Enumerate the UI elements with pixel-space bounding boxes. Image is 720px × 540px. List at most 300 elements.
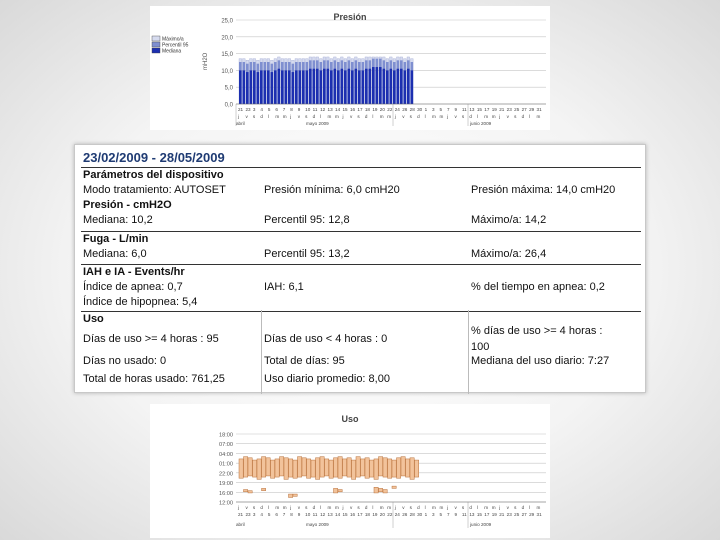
x-weekday-label: m (536, 114, 541, 119)
median-bar (376, 67, 379, 104)
x-weekday-label: j (446, 114, 449, 119)
x-day-label: 9 (454, 512, 458, 517)
y-tick-label: 25,0 (221, 18, 233, 25)
usage-bar (280, 457, 284, 476)
x-weekday-label: d (364, 114, 368, 119)
x-weekday-label: l (267, 505, 269, 510)
x-weekday-label: j (394, 505, 396, 510)
x-day-label: 13 (327, 512, 333, 517)
uso-chart-panel (150, 404, 550, 538)
x-day-label: 5 (439, 512, 443, 517)
usage-bar (293, 460, 297, 478)
usage-bar (388, 459, 392, 478)
dias-no-usado: Días no usado: 0 (83, 355, 167, 367)
x-day-label: 20 (379, 512, 385, 517)
fuga-mediana: Mediana: 6,0 (83, 248, 147, 260)
x-day-label: 20 (379, 107, 385, 112)
x-weekday-label: d (469, 505, 472, 510)
usage-bar (275, 459, 279, 477)
x-weekday-label: j (290, 114, 292, 119)
x-day-label: 17 (484, 512, 490, 517)
x-weekday-label: s (252, 114, 256, 119)
x-weekday-label: m (484, 114, 489, 119)
x-weekday-label: l (476, 505, 478, 510)
x-weekday-label: j (499, 114, 501, 119)
x-day-label: 23 (245, 512, 251, 517)
median-bar (372, 67, 375, 104)
legend-swatch (152, 42, 160, 47)
uso-chart-title: Uso (341, 414, 359, 424)
median-bar (246, 72, 249, 104)
x-weekday-label: s (461, 114, 465, 119)
median-bar (411, 70, 414, 104)
median-bar (239, 70, 242, 104)
date-range: 23/02/2009 - 28/05/2009 (83, 150, 225, 165)
x-day-label: 10 (305, 107, 311, 112)
x-day-label: 28 (409, 512, 415, 517)
x-day-label: 21 (499, 107, 505, 112)
x-day-label: 5 (439, 107, 443, 112)
x-day-label: 21 (238, 512, 244, 517)
median-bar (267, 70, 270, 104)
y-tick-label: 0,0 (224, 102, 233, 109)
indice-apnea: Índice de apnea: 0,7 (83, 281, 183, 293)
x-day-label: 23 (506, 107, 512, 112)
x-weekday-label: s (305, 505, 308, 510)
presion-chart-panel (150, 6, 550, 130)
iah-section-title: IAH e IA - Events/hr (83, 266, 185, 278)
x-day-label: 29 (529, 107, 535, 112)
median-bar (323, 69, 326, 104)
x-day-label: 14 (335, 512, 341, 517)
x-weekday-label: v (245, 505, 248, 510)
median-bar (320, 70, 323, 104)
x-weekday-label: d (312, 505, 316, 510)
usage-bar (271, 460, 275, 478)
y-tick-label: 10,0 (221, 68, 233, 75)
x-weekday-label: m (387, 114, 392, 119)
median-bar (295, 70, 298, 104)
presion-p95: Percentil 95: 12,8 (264, 214, 350, 226)
x-weekday-label: v (454, 114, 457, 119)
fuga-section-title: Fuga - L/min (83, 233, 149, 245)
usage-bar (302, 458, 306, 476)
median-bar (257, 72, 260, 104)
usage-bar (248, 458, 252, 476)
usage-bar (329, 460, 333, 478)
x-weekday-label: m (379, 505, 384, 510)
usage-bar (325, 459, 329, 476)
usage-bar (266, 458, 270, 476)
usage-bar (397, 458, 401, 478)
x-month-label: mayo 2009 (306, 522, 329, 527)
presion-mediana: Mediana: 10,2 (83, 214, 153, 226)
median-bar (264, 70, 267, 104)
x-weekday-label: m (327, 114, 332, 119)
x-weekday-label: v (297, 505, 301, 510)
usage-bar (370, 460, 374, 477)
x-day-label: 31 (536, 512, 542, 517)
x-day-label: 9 (454, 107, 458, 112)
total-dias: Total de días: 95 (264, 355, 345, 367)
x-day-label: 15 (342, 107, 348, 112)
x-month-label: junio 2009 (470, 121, 492, 126)
usage-bar (383, 458, 387, 477)
x-weekday-label: d (469, 114, 472, 119)
median-bar (334, 69, 337, 104)
total-horas-usado: Total de horas usado: 761,25 (83, 373, 225, 385)
x-weekday-label: m (439, 505, 444, 510)
usage-bar (239, 459, 243, 478)
usage-bar (343, 459, 347, 476)
presion-chart (150, 6, 550, 130)
usage-bar (298, 457, 302, 477)
x-day-label: 18 (364, 512, 371, 517)
x-weekday-label: m (536, 505, 541, 510)
usage-bar (334, 458, 338, 477)
usage-bar (410, 458, 414, 480)
x-day-label: 13 (469, 512, 475, 517)
x-day-label: 4 (260, 107, 263, 112)
median-bar (365, 69, 368, 104)
usage-bar (392, 460, 396, 477)
x-weekday-label: v (297, 114, 301, 119)
x-weekday-label: m (439, 114, 444, 119)
x-weekday-label: m (327, 505, 332, 510)
fuga-p95: Percentil 95: 13,2 (264, 248, 350, 260)
x-weekday-label: l (267, 114, 269, 119)
x-weekday-label: s (461, 505, 465, 510)
x-weekday-label: s (514, 114, 517, 119)
usage-nap-bar (374, 487, 378, 493)
median-bar (327, 69, 330, 104)
x-weekday-label: d (417, 114, 420, 119)
x-day-label: 6 (275, 512, 278, 517)
x-weekday-label: m (275, 114, 280, 119)
x-day-label: 11 (461, 512, 467, 517)
usage-bar (244, 457, 248, 477)
modo-tratamiento: Modo tratamiento: AUTOSET (83, 184, 226, 196)
x-day-label: 14 (335, 107, 341, 112)
x-day-label: 22 (387, 107, 393, 112)
x-day-label: 8 (290, 107, 293, 112)
x-day-label: 7 (282, 512, 286, 517)
x-day-label: 27 (521, 512, 527, 517)
column-divider (261, 310, 262, 394)
median-bar (278, 69, 281, 104)
x-day-label: 12 (320, 107, 326, 112)
x-weekday-label: d (521, 114, 525, 119)
median-bar (393, 70, 396, 104)
usage-bar (257, 459, 261, 479)
median-bar (355, 69, 358, 104)
iah-value: IAH: 6,1 (264, 281, 304, 293)
median-bar (313, 69, 316, 104)
presion-max: Máximo/a: 14,2 (471, 214, 547, 226)
usage-bar (374, 459, 378, 479)
summary-table (74, 144, 646, 393)
x-day-label: 3 (432, 512, 435, 517)
x-weekday-label: m (387, 505, 392, 510)
uso-chart (150, 404, 550, 538)
x-day-label: 3 (432, 107, 435, 112)
uso-diario-promedio: Uso diario promedio: 8,00 (264, 373, 390, 385)
usage-bar (284, 458, 288, 480)
x-day-label: 26 (402, 512, 408, 517)
x-day-label: 13 (469, 107, 475, 112)
usage-nap-bar (379, 488, 383, 491)
x-weekday-label: m (484, 505, 489, 510)
pct-dias-uso-value: 100 (471, 341, 490, 353)
median-bar (397, 69, 400, 104)
x-day-label: 15 (476, 107, 482, 112)
x-day-label: 11 (461, 107, 467, 112)
x-day-label: 9 (297, 107, 301, 112)
usage-nap-bar (244, 490, 248, 492)
x-day-label: 19 (491, 512, 497, 517)
x-day-label: 19 (372, 107, 378, 112)
y-tick-label: 18:00 (219, 432, 233, 439)
x-day-label: 11 (312, 107, 318, 112)
x-day-label: 19 (491, 107, 497, 112)
indice-hipopnea: Índice de hipopnea: 5,4 (83, 296, 198, 308)
median-bar (288, 70, 291, 104)
usage-bar (253, 460, 257, 477)
median-bar (337, 70, 340, 104)
x-day-label: 16 (349, 107, 356, 112)
usage-nap-bar (392, 486, 396, 488)
x-weekday-label: j (238, 114, 240, 119)
x-day-label: 25 (514, 512, 520, 517)
median-bar (250, 70, 253, 104)
usage-bar (401, 457, 405, 476)
x-day-label: 30 (417, 512, 423, 517)
usage-bar (365, 458, 369, 478)
median-bar (243, 70, 246, 104)
median-bar (253, 70, 256, 104)
x-day-label: 11 (312, 512, 318, 517)
x-day-label: 17 (484, 107, 490, 112)
usage-bar (379, 457, 383, 476)
median-bar (383, 69, 386, 104)
median-bar (341, 69, 344, 104)
y-tick-label: 01:00 (219, 461, 233, 468)
x-weekday-label: l (529, 114, 531, 119)
median-bar (351, 70, 354, 104)
x-weekday-label: v (402, 114, 405, 119)
median-bar (407, 69, 410, 104)
y-tick-label: 04:00 (219, 451, 233, 458)
x-weekday-label: v (349, 114, 353, 119)
x-weekday-label: v (349, 505, 353, 510)
x-weekday-label: l (476, 114, 478, 119)
x-weekday-label: m (432, 505, 436, 510)
x-day-label: 3 (252, 107, 256, 112)
y-tick-label: 16:00 (219, 490, 233, 497)
uso-row-2 (81, 353, 641, 370)
column-divider (468, 310, 469, 394)
usage-bar (338, 457, 342, 479)
y-tick-label: 07:00 (219, 442, 233, 449)
median-bar (390, 69, 393, 104)
x-day-label: 26 (402, 107, 408, 112)
median-bar (306, 70, 309, 104)
x-weekday-label: d (260, 505, 263, 510)
x-day-label: 30 (417, 107, 423, 112)
x-month-label: mayo 2009 (306, 121, 329, 126)
x-weekday-label: j (342, 505, 344, 510)
x-day-label: 9 (297, 512, 301, 517)
x-weekday-label: m (491, 505, 496, 510)
legend-label: Percentil 95 (162, 42, 189, 49)
median-bar (369, 69, 372, 104)
x-weekday-label: m (432, 114, 436, 119)
legend-swatch (152, 36, 160, 41)
x-weekday-label: s (305, 114, 308, 119)
x-day-label: 13 (327, 107, 333, 112)
x-weekday-label: j (290, 505, 292, 510)
y-tick-label: 15,0 (221, 52, 233, 59)
x-day-label: 15 (342, 512, 348, 517)
y-tick-label: 20,0 (221, 35, 233, 42)
x-weekday-label: j (238, 505, 240, 510)
x-weekday-label: d (260, 114, 263, 119)
median-bar (348, 69, 351, 104)
median-bar (358, 70, 361, 104)
x-day-label: 7 (446, 512, 450, 517)
x-month-label: abril (236, 522, 245, 527)
median-bar (362, 70, 365, 104)
x-weekday-label: m (275, 505, 280, 510)
x-weekday-label: s (252, 505, 256, 510)
x-month-label: abril (236, 121, 245, 126)
x-weekday-label: s (514, 505, 517, 510)
fuga-row (81, 246, 641, 263)
x-day-label: 1 (424, 107, 428, 112)
usage-bar (352, 460, 356, 479)
x-weekday-label: v (402, 505, 405, 510)
x-weekday-label: m (379, 114, 384, 119)
x-day-label: 10 (305, 512, 311, 517)
x-weekday-label: l (372, 114, 374, 119)
x-weekday-label: l (372, 505, 374, 510)
x-day-label: 6 (275, 107, 278, 112)
x-day-label: 7 (446, 107, 450, 112)
x-day-label: 5 (267, 107, 271, 112)
legend-label: Mediana (162, 48, 182, 55)
x-weekday-label: m (335, 114, 339, 119)
x-weekday-label: s (409, 114, 412, 119)
x-weekday-label: v (506, 505, 509, 510)
usage-nap-bar (293, 494, 297, 496)
median-bar (292, 72, 295, 104)
median-bar (344, 70, 347, 104)
mediana-uso-diario: Mediana del uso diario: 7:27 (471, 355, 610, 367)
x-weekday-label: v (454, 505, 457, 510)
x-weekday-label: l (320, 505, 322, 510)
x-day-label: 19 (372, 512, 378, 517)
usage-nap-bar (334, 488, 338, 493)
x-weekday-label: j (499, 505, 501, 510)
x-day-label: 23 (506, 512, 512, 517)
median-bar (302, 70, 305, 104)
pct-dias-uso: % días de uso >= 4 horas : (471, 325, 603, 337)
x-weekday-label: d (312, 114, 316, 119)
median-bar (271, 72, 274, 104)
x-weekday-label: v (506, 114, 509, 119)
median-bar (260, 70, 263, 104)
usage-bar (320, 457, 324, 477)
x-weekday-label: v (245, 114, 248, 119)
x-day-label: 22 (387, 512, 393, 517)
x-day-label: 17 (357, 107, 363, 112)
x-weekday-label: m (491, 114, 496, 119)
x-day-label: 7 (282, 107, 286, 112)
x-weekday-label: m (282, 505, 287, 510)
x-day-label: 4 (260, 512, 263, 517)
usage-bar (316, 458, 320, 480)
presion-row (81, 212, 641, 229)
usage-bar (347, 458, 351, 477)
usage-nap-bar (248, 491, 252, 493)
y-tick-label: 19:00 (219, 481, 233, 488)
x-day-label: 15 (476, 512, 482, 517)
x-day-label: 21 (238, 107, 244, 112)
presion-chart-title: Presión (333, 12, 367, 22)
usage-bar (356, 457, 360, 477)
x-day-label: 21 (499, 512, 505, 517)
legend-swatch (152, 48, 160, 53)
y-tick-label: 12:00 (219, 500, 233, 507)
x-weekday-label: j (342, 114, 344, 119)
median-bar (285, 70, 288, 104)
usage-bar (307, 459, 311, 478)
x-weekday-label: s (357, 505, 360, 510)
usage-bar (311, 460, 315, 477)
x-day-label: 23 (245, 107, 251, 112)
hipopnea-row (81, 294, 641, 311)
x-day-label: 5 (267, 512, 271, 517)
median-bar (330, 70, 333, 104)
dias-uso-mas-4: Días de uso >= 4 horas : 95 (83, 333, 219, 345)
x-month-label: junio 2009 (470, 522, 492, 527)
params-title: Parámetros del dispositivo (83, 169, 224, 181)
x-day-label: 25 (514, 107, 520, 112)
fuga-max: Máximo/a: 26,4 (471, 248, 547, 260)
x-day-label: 16 (349, 512, 356, 517)
uso-row-3 (81, 371, 641, 388)
median-bar (309, 69, 312, 104)
pct-tiempo-apnea: % del tiempo en apnea: 0,2 (471, 281, 605, 293)
x-day-label: 28 (409, 107, 415, 112)
median-bar (299, 70, 302, 104)
x-day-label: 31 (536, 107, 542, 112)
usage-bar (262, 457, 266, 477)
usage-nap-bar (262, 488, 266, 490)
y-tick-label: 5,0 (224, 85, 233, 92)
x-weekday-label: j (394, 114, 396, 119)
dias-uso-menos-4: Días de uso < 4 horas : 0 (264, 333, 388, 345)
legend-label: Máximo/a (162, 36, 184, 43)
usage-bar (289, 459, 293, 477)
x-weekday-label: l (424, 505, 426, 510)
usage-bar (406, 459, 410, 477)
median-bar (316, 69, 319, 104)
usage-nap-bar (289, 494, 293, 497)
usage-nap-bar (338, 490, 342, 492)
x-weekday-label: d (417, 505, 420, 510)
x-day-label: 24 (394, 512, 400, 517)
